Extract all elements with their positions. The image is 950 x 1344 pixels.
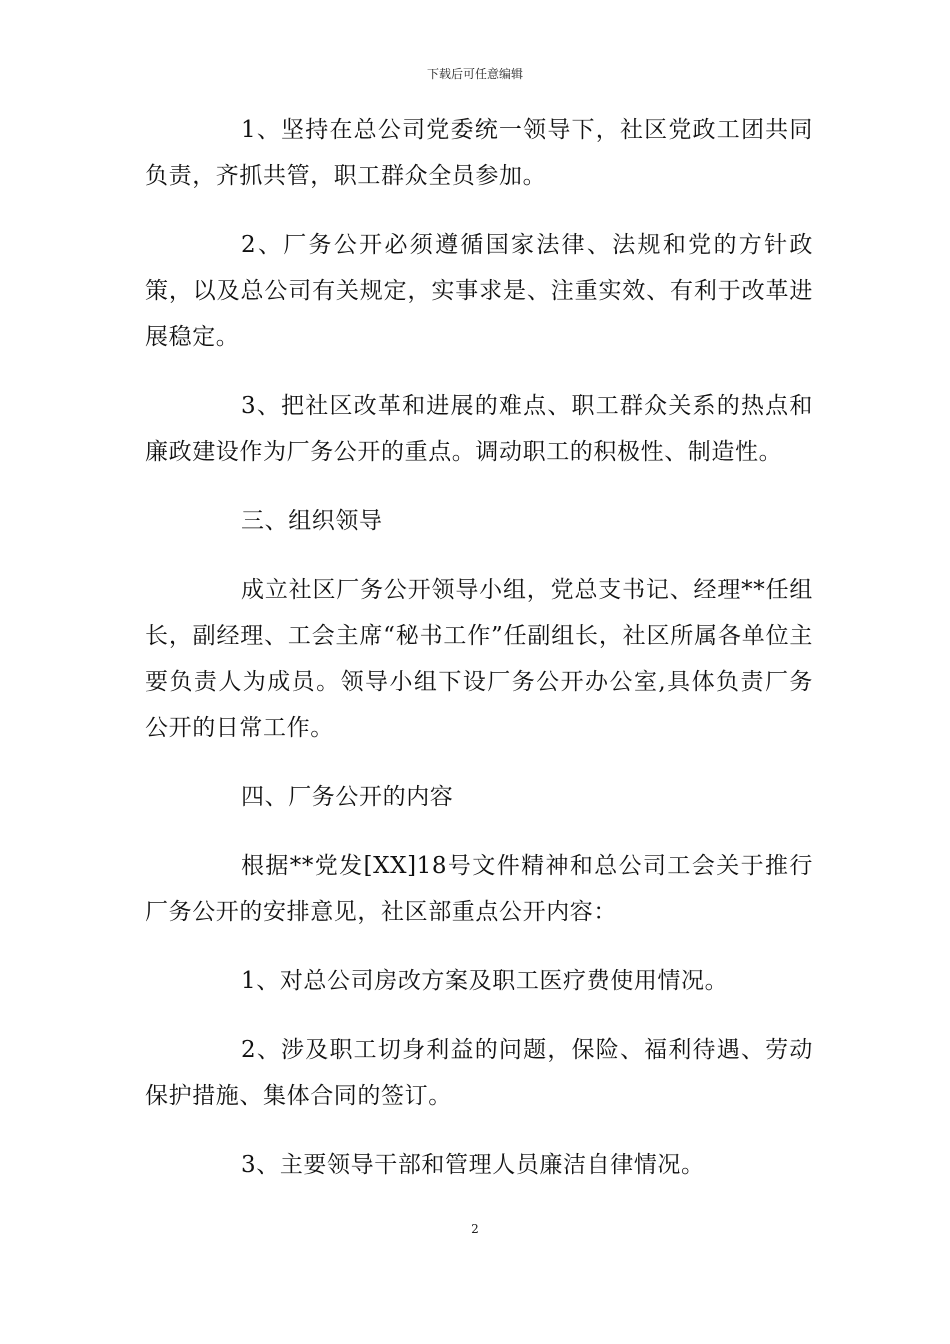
document-body [145,107,813,1211]
paragraph-item-1: 1、坚持在总公司党委统一领导下，社区党政工团共同负责，齐抓共管，职工群众全员参加。 [145,117,813,189]
paragraph-basis: 根据**党发[XX]18号文件精神和总公司工会关于推行厂务公开的安排意见，社区部重点公开内容： [145,853,813,925]
section-heading-content: 四、厂务公开的内容 [241,784,454,810]
paragraph-item-2: 2、厂务公开必须遵循国家法律、法规和党的方针政策，以及总公司有关规定，实事求是、注重实效、有利于改革进展稳定。 [145,232,813,350]
paragraph-item-3: 3、把社区改革和进展的难点、职工群众关系的热点和廉政建设作为厂务公开的重点。调动职工的积极性、制造性。 [145,393,813,465]
page-header: 下载后可任意编辑 [426,67,523,81]
content-item-1: 1、对总公司房改方案及职工医疗费使用情况。 [241,968,729,994]
content-item-3: 3、主要领导干部和管理人员廉洁自律情况。 [241,1152,705,1178]
paragraph-leadership-group: 成立社区厂务公开领导小组，党总支书记、经理**任组长，副经理、工会主席“秘书工作”任副组长，社区所属各单位主要负责人为成员。领导小组下设厂务公开办公室,具体负责厂务公开的日常工作。 [145,577,813,741]
content-item-2: 2、涉及职工切身利益的问题，保险、福利待遇、劳动保护措施、集体合同的签订。 [145,1037,813,1109]
section-heading-organization: 三、组织领导 [241,508,383,534]
page-number: 2 [471,1222,479,1236]
